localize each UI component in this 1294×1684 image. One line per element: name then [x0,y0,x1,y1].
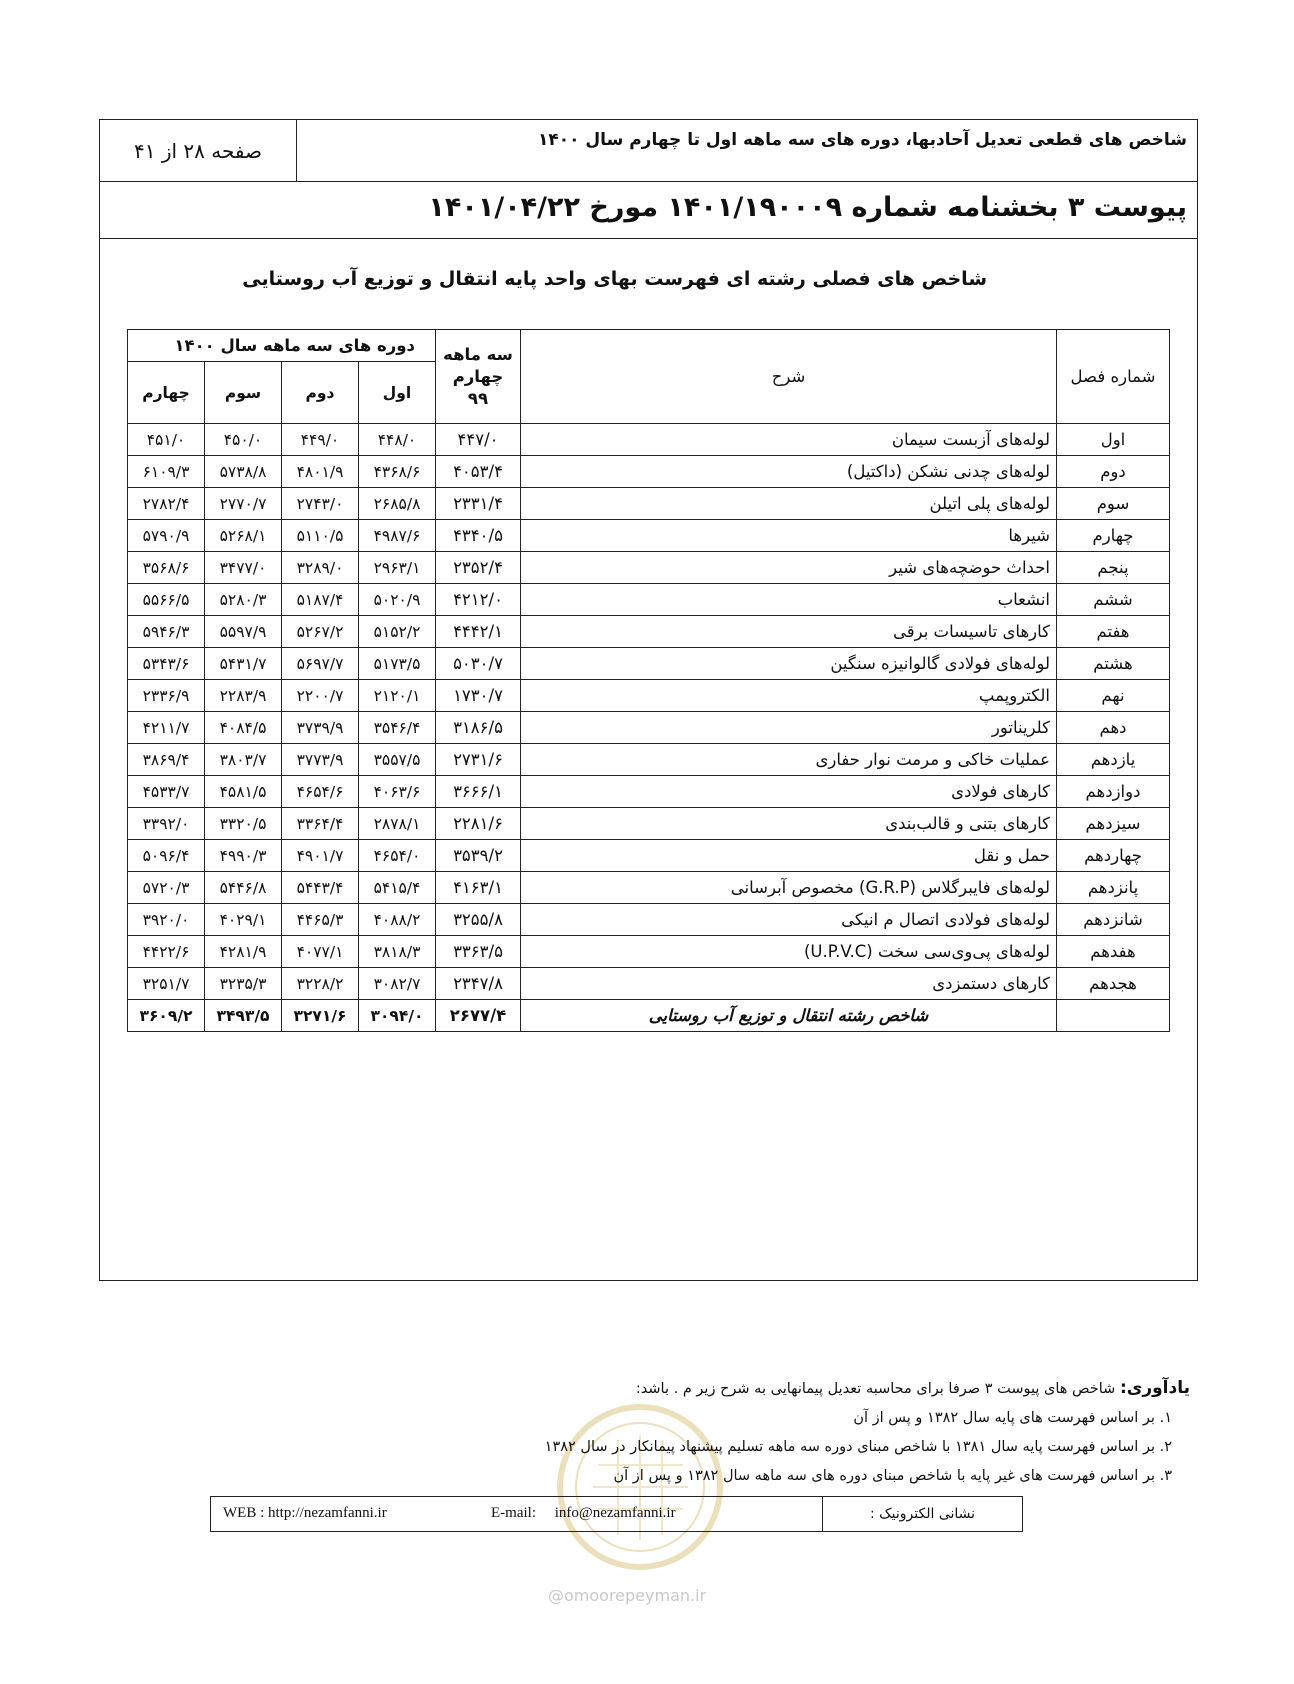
table-row [128,840,1170,872]
q1-value-cell: ۲۶۸۵/۸ [359,488,436,520]
description-cell: لوله‌های فولادی گالوانیزه سنگین [521,648,1057,680]
q2-value-cell: ۳۷۳۹/۹ [282,712,359,744]
base-value-cell: ۳۱۸۶/۵ [436,712,521,744]
q3-value-cell: ۴۰۲۹/۱ [205,904,282,936]
base-value-cell: ۴۰۵۳/۴ [436,456,521,488]
q2-value-cell: ۳۳۶۴/۴ [282,808,359,840]
header-q3: سوم [205,362,282,424]
chapter-cell: پانزدهم [1057,872,1170,904]
chapter-cell: هفتم [1057,616,1170,648]
q3-value-cell: ۵۷۳۸/۸ [205,456,282,488]
reminder-item: ۲. بر اساس فهرست پایه سال ۱۳۸۱ با شاخص مبنای دوره سه ماهه تسلیم پیشنهاد پیمانکار در سال ۱۳۸۲ [544,1439,1172,1455]
table-subtitle: شاخص های فصلی رشته ای فهرست بهای واحد پایه انتقال و توزیع آب روستایی [242,268,987,290]
q3-value-cell: ۵۵۹۷/۹ [205,616,282,648]
table-row [128,872,1170,904]
description-cell: لوله‌های پلی اتیلن [521,488,1057,520]
description-cell: شیرها [521,520,1057,552]
q4-value-cell: ۵۵۶۶/۵ [128,584,205,616]
email-line [491,1505,676,1522]
base-value-cell: ۳۳۶۳/۵ [436,936,521,968]
chapter-cell: هفدهم [1057,936,1170,968]
q1-value-cell: ۴۰۸۸/۲ [359,904,436,936]
base-value-cell: ۵۰۳۰/۷ [436,648,521,680]
chapter-cell: شانزدهم [1057,904,1170,936]
header-chapter-no: شماره فصل [1057,330,1170,424]
q2-value-cell: ۴۴۶۵/۳ [282,904,359,936]
q4-value-cell: ۳۵۶۸/۶ [128,552,205,584]
q4-value-cell: ۵۰۹۶/۴ [128,840,205,872]
q3-value-cell: ۲۷۷۰/۷ [205,488,282,520]
description-cell: کارهای فولادی [521,776,1057,808]
header-q1: اول [359,362,436,424]
table-row [128,648,1170,680]
table-row [128,776,1170,808]
table-row [128,968,1170,1000]
chapter-cell: سوم [1057,488,1170,520]
q2-value-cell: ۵۱۸۷/۴ [282,584,359,616]
table-row [128,520,1170,552]
q4-value-cell: ۴۵۳۳/۷ [128,776,205,808]
q2-value-cell: ۴۹۰۱/۷ [282,840,359,872]
q2-value-cell: ۲۲۰۰/۷ [282,680,359,712]
base-value-cell: ۴۳۴۰/۵ [436,520,521,552]
index-table [127,329,1170,1032]
table-body [128,424,1170,1000]
q1-value-cell: ۴۴۸/۰ [359,424,436,456]
q1-value-cell: ۳۰۸۲/۷ [359,968,436,1000]
chapter-cell: دوم [1057,456,1170,488]
header-q4: چهارم [128,362,205,424]
description-cell: لوله‌های پی‌وی‌سی سخت (U.P.V.C) [521,936,1057,968]
base-value-cell: ۳۲۵۵/۸ [436,904,521,936]
description-cell: لوله‌های فولادی اتصال م انیکی [521,904,1057,936]
total-chapter-cell [1057,1000,1170,1032]
q2-value-cell: ۵۴۴۳/۴ [282,872,359,904]
q1-value-cell: ۴۹۸۷/۶ [359,520,436,552]
table-row [128,680,1170,712]
website-link[interactable]: WEB : http://nezamfanni.ir [223,1505,387,1521]
table-row [128,808,1170,840]
description-cell: عملیات خاکی و مرمت نوار حفاری [521,744,1057,776]
q2-value-cell: ۵۱۱۰/۵ [282,520,359,552]
header-periods-group: دوره های سه ماهه سال ۱۴۰۰ [128,330,436,362]
q1-value-cell: ۲۸۷۸/۱ [359,808,436,840]
reminder-item: ۱. بر اساس فهرست های پایه سال ۱۳۸۲ و پس از آن [853,1410,1172,1426]
q4-value-cell: ۴۲۱۱/۷ [128,712,205,744]
q1-value-cell: ۵۱۵۲/۲ [359,616,436,648]
q1-value-cell: ۳۸۱۸/۳ [359,936,436,968]
table-row [128,936,1170,968]
chapter-cell: هشتم [1057,648,1170,680]
q4-value-cell: ۵۷۲۰/۳ [128,872,205,904]
base-value-cell: ۴۴۴۲/۱ [436,616,521,648]
table-row [128,744,1170,776]
total-q1: ۳۰۹۴/۰ [359,1000,436,1032]
total-description: شاخص رشته انتقال و توزیع آب روستایی [521,1000,1057,1032]
table-row [128,488,1170,520]
q1-value-cell: ۵۰۲۰/۹ [359,584,436,616]
q2-value-cell: ۴۶۵۴/۶ [282,776,359,808]
table-row [128,616,1170,648]
q3-value-cell: ۴۵۰/۰ [205,424,282,456]
total-q2: ۳۲۷۱/۶ [282,1000,359,1032]
q2-value-cell: ۵۶۹۷/۷ [282,648,359,680]
q4-value-cell: ۵۳۴۳/۶ [128,648,205,680]
q3-value-cell: ۴۹۹۰/۳ [205,840,282,872]
q1-value-cell: ۴۰۶۳/۶ [359,776,436,808]
q2-value-cell: ۴۴۹/۰ [282,424,359,456]
chapter-cell: ششم [1057,584,1170,616]
q3-value-cell: ۳۴۷۷/۰ [205,552,282,584]
q4-value-cell: ۲۷۸۲/۴ [128,488,205,520]
q2-value-cell: ۳۲۲۸/۲ [282,968,359,1000]
q2-value-cell: ۵۲۶۷/۲ [282,616,359,648]
q1-value-cell: ۳۵۵۷/۵ [359,744,436,776]
table-row [128,424,1170,456]
base-value-cell: ۴۴۷/۰ [436,424,521,456]
total-q4: ۳۶۰۹/۲ [128,1000,205,1032]
q2-value-cell: ۴۸۰۱/۹ [282,456,359,488]
q4-value-cell: ۵۷۹۰/۹ [128,520,205,552]
contact-label: نشانی الکترونیک : [822,1497,1022,1531]
q1-value-cell: ۵۴۱۵/۴ [359,872,436,904]
q4-value-cell: ۵۹۴۶/۳ [128,616,205,648]
table-row [128,712,1170,744]
description-cell: کارهای بتنی و قالب‌بندی [521,808,1057,840]
header-description: شرح [521,330,1057,424]
q4-value-cell: ۳۹۲۰/۰ [128,904,205,936]
base-value-cell: ۳۵۳۹/۲ [436,840,521,872]
q1-value-cell: ۴۳۶۸/۶ [359,456,436,488]
q4-value-cell: ۶۱۰۹/۳ [128,456,205,488]
total-base: ۲۶۷۷/۴ [436,1000,521,1032]
chapter-cell: اول [1057,424,1170,456]
q1-value-cell: ۵۱۷۳/۵ [359,648,436,680]
q3-value-cell: ۲۲۸۳/۹ [205,680,282,712]
reminder-note [430,1374,1190,1491]
table-row [128,456,1170,488]
chapter-cell: هجدهم [1057,968,1170,1000]
email-link[interactable]: info@nezamfanni.ir [554,1505,676,1521]
chapter-cell: یازدهم [1057,744,1170,776]
q1-value-cell: ۴۶۵۴/۰ [359,840,436,872]
header-row [100,120,1197,182]
watermark-handle: @omoorepeyman.ir [548,1586,707,1605]
chapter-cell: چهارم [1057,520,1170,552]
description-cell: کارهای تاسیسات برقی [521,616,1057,648]
chapter-cell: نهم [1057,680,1170,712]
base-value-cell: ۲۳۳۱/۴ [436,488,521,520]
q2-value-cell: ۳۲۸۹/۰ [282,552,359,584]
q1-value-cell: ۲۹۶۳/۱ [359,552,436,584]
chapter-cell: چهاردهم [1057,840,1170,872]
reminder-item: ۳. بر اساس فهرست های غیر پایه با شاخص مبنای دوره های سه ماهه سال ۱۳۸۲ و پس از آن [613,1468,1172,1484]
q3-value-cell: ۵۲۸۰/۳ [205,584,282,616]
description-cell: کلریناتور [521,712,1057,744]
header-base-period: سه ماهه چهارم ۹۹ [436,330,521,424]
description-cell: حمل و نقل [521,840,1057,872]
table-row [128,552,1170,584]
description-cell: لوله‌های آزبست سیمان [521,424,1057,456]
q4-value-cell: ۳۲۵۱/۷ [128,968,205,1000]
base-value-cell: ۲۷۳۱/۶ [436,744,521,776]
chapter-cell: دوازدهم [1057,776,1170,808]
chapter-cell: پنجم [1057,552,1170,584]
header-q2: دوم [282,362,359,424]
q2-value-cell: ۲۷۴۳/۰ [282,488,359,520]
base-value-cell: ۴۱۶۳/۱ [436,872,521,904]
q3-value-cell: ۵۴۴۶/۸ [205,872,282,904]
q2-value-cell: ۳۷۷۳/۹ [282,744,359,776]
description-cell: انشعاب [521,584,1057,616]
q3-value-cell: ۳۳۲۰/۵ [205,808,282,840]
document-title: شاخص های قطعی تعدیل آحادبها، دوره های سه ماهه اول تا چهارم سال ۱۴۰۰ [538,130,1187,150]
q4-value-cell: ۴۴۲۲/۶ [128,936,205,968]
appendix-title: پیوست ۳ بخشنامه شماره ۱۴۰۱/۱۹۰۰۰۹ مورخ ۱۴۰۱/۰۴/۲۲ [428,192,1187,223]
contact-box [210,1496,1023,1532]
q1-value-cell: ۲۱۲۰/۱ [359,680,436,712]
reminder-label: یادآوری: [1119,1378,1190,1398]
q4-value-cell: ۲۳۳۶/۹ [128,680,205,712]
page-number: صفحه ۲۸ از ۴۱ [100,120,297,181]
description-cell: لوله‌های چدنی نشکن (داکتیل) [521,456,1057,488]
q3-value-cell: ۴۰۸۴/۵ [205,712,282,744]
q2-value-cell: ۴۰۷۷/۱ [282,936,359,968]
total-row [128,1000,1170,1032]
email-label: E-mail: [491,1505,536,1521]
base-value-cell: ۲۳۵۲/۴ [436,552,521,584]
description-cell: لوله‌های فایبرگلاس (G.R.P) مخصوص آبرسانی [521,872,1057,904]
q4-value-cell: ۳۳۹۲/۰ [128,808,205,840]
q3-value-cell: ۳۸۰۳/۷ [205,744,282,776]
base-value-cell: ۴۲۱۲/۰ [436,584,521,616]
total-q3: ۳۴۹۳/۵ [205,1000,282,1032]
q3-value-cell: ۵۲۶۸/۱ [205,520,282,552]
base-value-cell: ۲۲۸۱/۶ [436,808,521,840]
table-row [128,584,1170,616]
q1-value-cell: ۳۵۴۶/۴ [359,712,436,744]
description-cell: احداث حوضچه‌های شیر [521,552,1057,584]
q4-value-cell: ۴۵۱/۰ [128,424,205,456]
appendix-row [100,182,1197,239]
base-value-cell: ۱۷۳۰/۷ [436,680,521,712]
q3-value-cell: ۴۲۸۱/۹ [205,936,282,968]
q3-value-cell: ۵۴۳۱/۷ [205,648,282,680]
reminder-intro: شاخص های پیوست ۳ صرفا برای محاسبه تعدیل پیمانهایی به شرح زیر م . باشد: [635,1381,1116,1397]
chapter-cell: سیزدهم [1057,808,1170,840]
description-cell: الکتروپمپ [521,680,1057,712]
chapter-cell: دهم [1057,712,1170,744]
description-cell: کارهای دستمزدی [521,968,1057,1000]
q3-value-cell: ۳۲۳۵/۳ [205,968,282,1000]
q4-value-cell: ۳۸۶۹/۴ [128,744,205,776]
q3-value-cell: ۴۵۸۱/۵ [205,776,282,808]
base-value-cell: ۳۶۶۶/۱ [436,776,521,808]
base-value-cell: ۲۳۴۷/۸ [436,968,521,1000]
table-row [128,904,1170,936]
page-frame [99,119,1198,1281]
